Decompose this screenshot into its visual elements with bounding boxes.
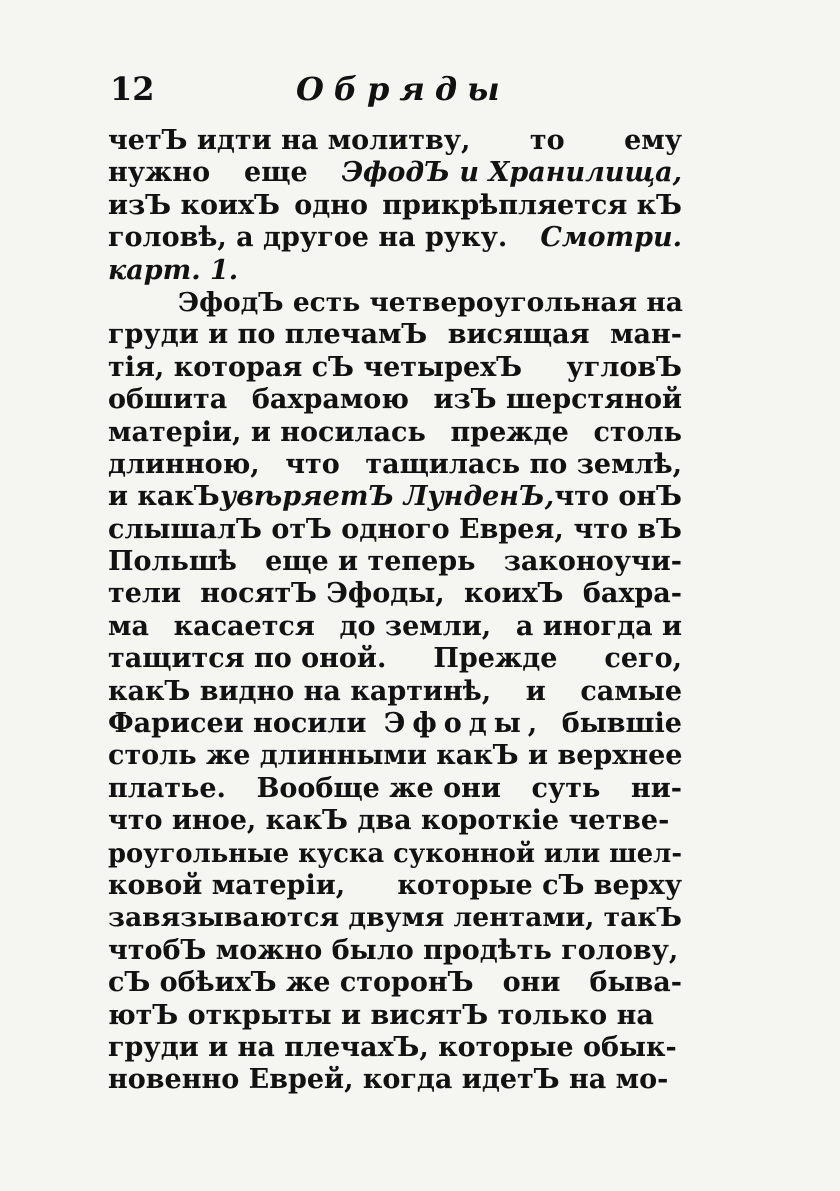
text-segment: законоучи- — [503, 546, 682, 578]
text-segment: Вообще же они — [256, 772, 501, 804]
text-segment: бывшіе — [561, 708, 682, 740]
text-segment: ЭфодЪ есть четвероугольная на — [178, 286, 683, 318]
text-segment: суть — [531, 772, 601, 804]
text-segment: они — [502, 967, 561, 999]
text-segment: новенно Еврей, когда идетЪ на мо- — [108, 1064, 669, 1096]
text-segment: которые сЪ верху — [397, 869, 682, 901]
text-segment: прежде — [450, 416, 569, 448]
text-segment: тащилась по землѣ, — [365, 448, 682, 480]
text-line — [108, 838, 682, 870]
text-line — [108, 287, 682, 319]
text-line — [108, 190, 682, 222]
text-segment: матеріи, и носилась — [108, 416, 426, 448]
text-segment: сего, — [604, 643, 682, 675]
text-segment: Фарисеи носили — [108, 708, 367, 740]
text-line — [108, 222, 682, 254]
text-segment: Эфоды, — [383, 708, 545, 740]
text-segment: а иногда и — [515, 610, 682, 642]
text-segment: сЪ обѣихЪ же сторонЪ — [108, 967, 474, 999]
text-segment: что — [285, 448, 340, 480]
text-segment: бахра- — [582, 578, 682, 610]
text-line — [108, 935, 682, 967]
text-segment: слышалЪ отЪ одного Еврея, — [108, 513, 564, 545]
text-line — [108, 740, 682, 772]
body-text — [108, 125, 682, 1097]
text-segment: карт. 1. — [108, 254, 239, 286]
text-segment: длинною, — [108, 448, 260, 480]
text-line — [108, 1032, 682, 1064]
text-segment: ни- — [630, 772, 682, 804]
text-line — [108, 125, 682, 157]
text-segment: Смотри. — [540, 222, 682, 254]
text-segment: коихЪ — [464, 578, 564, 610]
text-line — [108, 870, 682, 902]
text-segment: тащится по оной. — [108, 643, 387, 675]
text-segment: прикрѣпляется кЪ — [382, 189, 682, 221]
text-segment: еще — [244, 157, 308, 189]
text-segment: еще и теперь — [265, 546, 476, 578]
text-segment: ютЪ открыты и висятЪ только на — [108, 999, 654, 1031]
text-line — [108, 319, 682, 351]
text-segment: столь же длинными какЪ и верхнее — [108, 740, 683, 772]
text-line — [108, 255, 682, 287]
text-line — [108, 578, 682, 610]
text-line — [108, 805, 682, 837]
text-segment: изЪ шерстяной — [433, 384, 682, 416]
text-segment: и какЪ — [108, 481, 220, 513]
text-segment: то — [529, 125, 565, 156]
text-segment: четЪ идти на молитву, — [108, 125, 471, 156]
text-line — [108, 481, 682, 513]
text-line — [108, 611, 682, 643]
text-segment: ЭфодЪ и Хранилища, — [341, 157, 682, 189]
text-segment: ему — [624, 125, 682, 156]
text-segment: ман- — [610, 319, 682, 351]
text-line — [108, 352, 682, 384]
text-segment: груди и по плечамЪ — [108, 319, 428, 351]
text-line — [108, 676, 682, 708]
text-segment: до земли, — [339, 610, 492, 642]
text-segment: нужно — [108, 157, 211, 189]
text-segment: Польшѣ — [108, 546, 237, 578]
text-segment: одно — [294, 189, 368, 221]
text-segment: увѣряетЪ ЛунденЪ, — [220, 481, 555, 513]
text-segment: тели — [108, 578, 181, 610]
text-segment: изЪ коихЪ — [108, 189, 280, 221]
text-segment: носятЪ Эфоды, — [200, 578, 445, 610]
text-segment: завязываются двумя лентами, такЪ — [108, 902, 682, 934]
text-line — [108, 643, 682, 675]
text-segment: платье. — [108, 772, 226, 804]
text-segment: ковой матеріи, — [108, 869, 346, 901]
text-segment: Прежде — [433, 643, 558, 675]
text-line — [108, 773, 682, 805]
text-segment: угловЪ — [566, 351, 682, 383]
text-segment: столь — [593, 416, 682, 448]
text-segment: висящая — [447, 319, 590, 351]
text-line — [108, 157, 682, 189]
text-segment: что онЪ — [554, 481, 682, 513]
text-line — [108, 902, 682, 934]
text-segment: чтобЪ можно было продѣть голову, — [108, 934, 679, 966]
text-line — [108, 1064, 682, 1096]
text-line — [108, 514, 682, 546]
text-line — [108, 967, 682, 999]
running-title: Обряды — [296, 70, 510, 108]
text-segment: какЪ видно на картинѣ, — [108, 675, 492, 707]
text-segment: груди и на плечахЪ, которые обык- — [108, 1031, 677, 1063]
text-segment: тія, которая сЪ четырехЪ — [108, 351, 523, 383]
text-segment: обшита — [108, 384, 228, 416]
text-segment: что иное, какЪ два короткіе четве- — [108, 805, 670, 837]
text-segment: и — [525, 675, 546, 707]
text-segment: что вЪ — [573, 513, 682, 545]
text-segment: касается — [173, 610, 315, 642]
text-line — [108, 384, 682, 416]
text-line — [108, 1000, 682, 1032]
text-line — [108, 546, 682, 578]
text-line — [108, 449, 682, 481]
text-segment: головѣ, а другое на руку. — [108, 222, 508, 254]
text-segment: роугольные куска суконной или шел- — [108, 838, 682, 869]
text-line — [108, 417, 682, 449]
page-header — [110, 70, 690, 120]
text-segment: ма — [108, 610, 149, 642]
text-segment: быва- — [589, 967, 682, 999]
text-line — [108, 708, 682, 740]
text-segment: самые — [580, 675, 682, 707]
text-segment: бахрамою — [251, 384, 409, 416]
page-number: 12 — [110, 70, 155, 108]
